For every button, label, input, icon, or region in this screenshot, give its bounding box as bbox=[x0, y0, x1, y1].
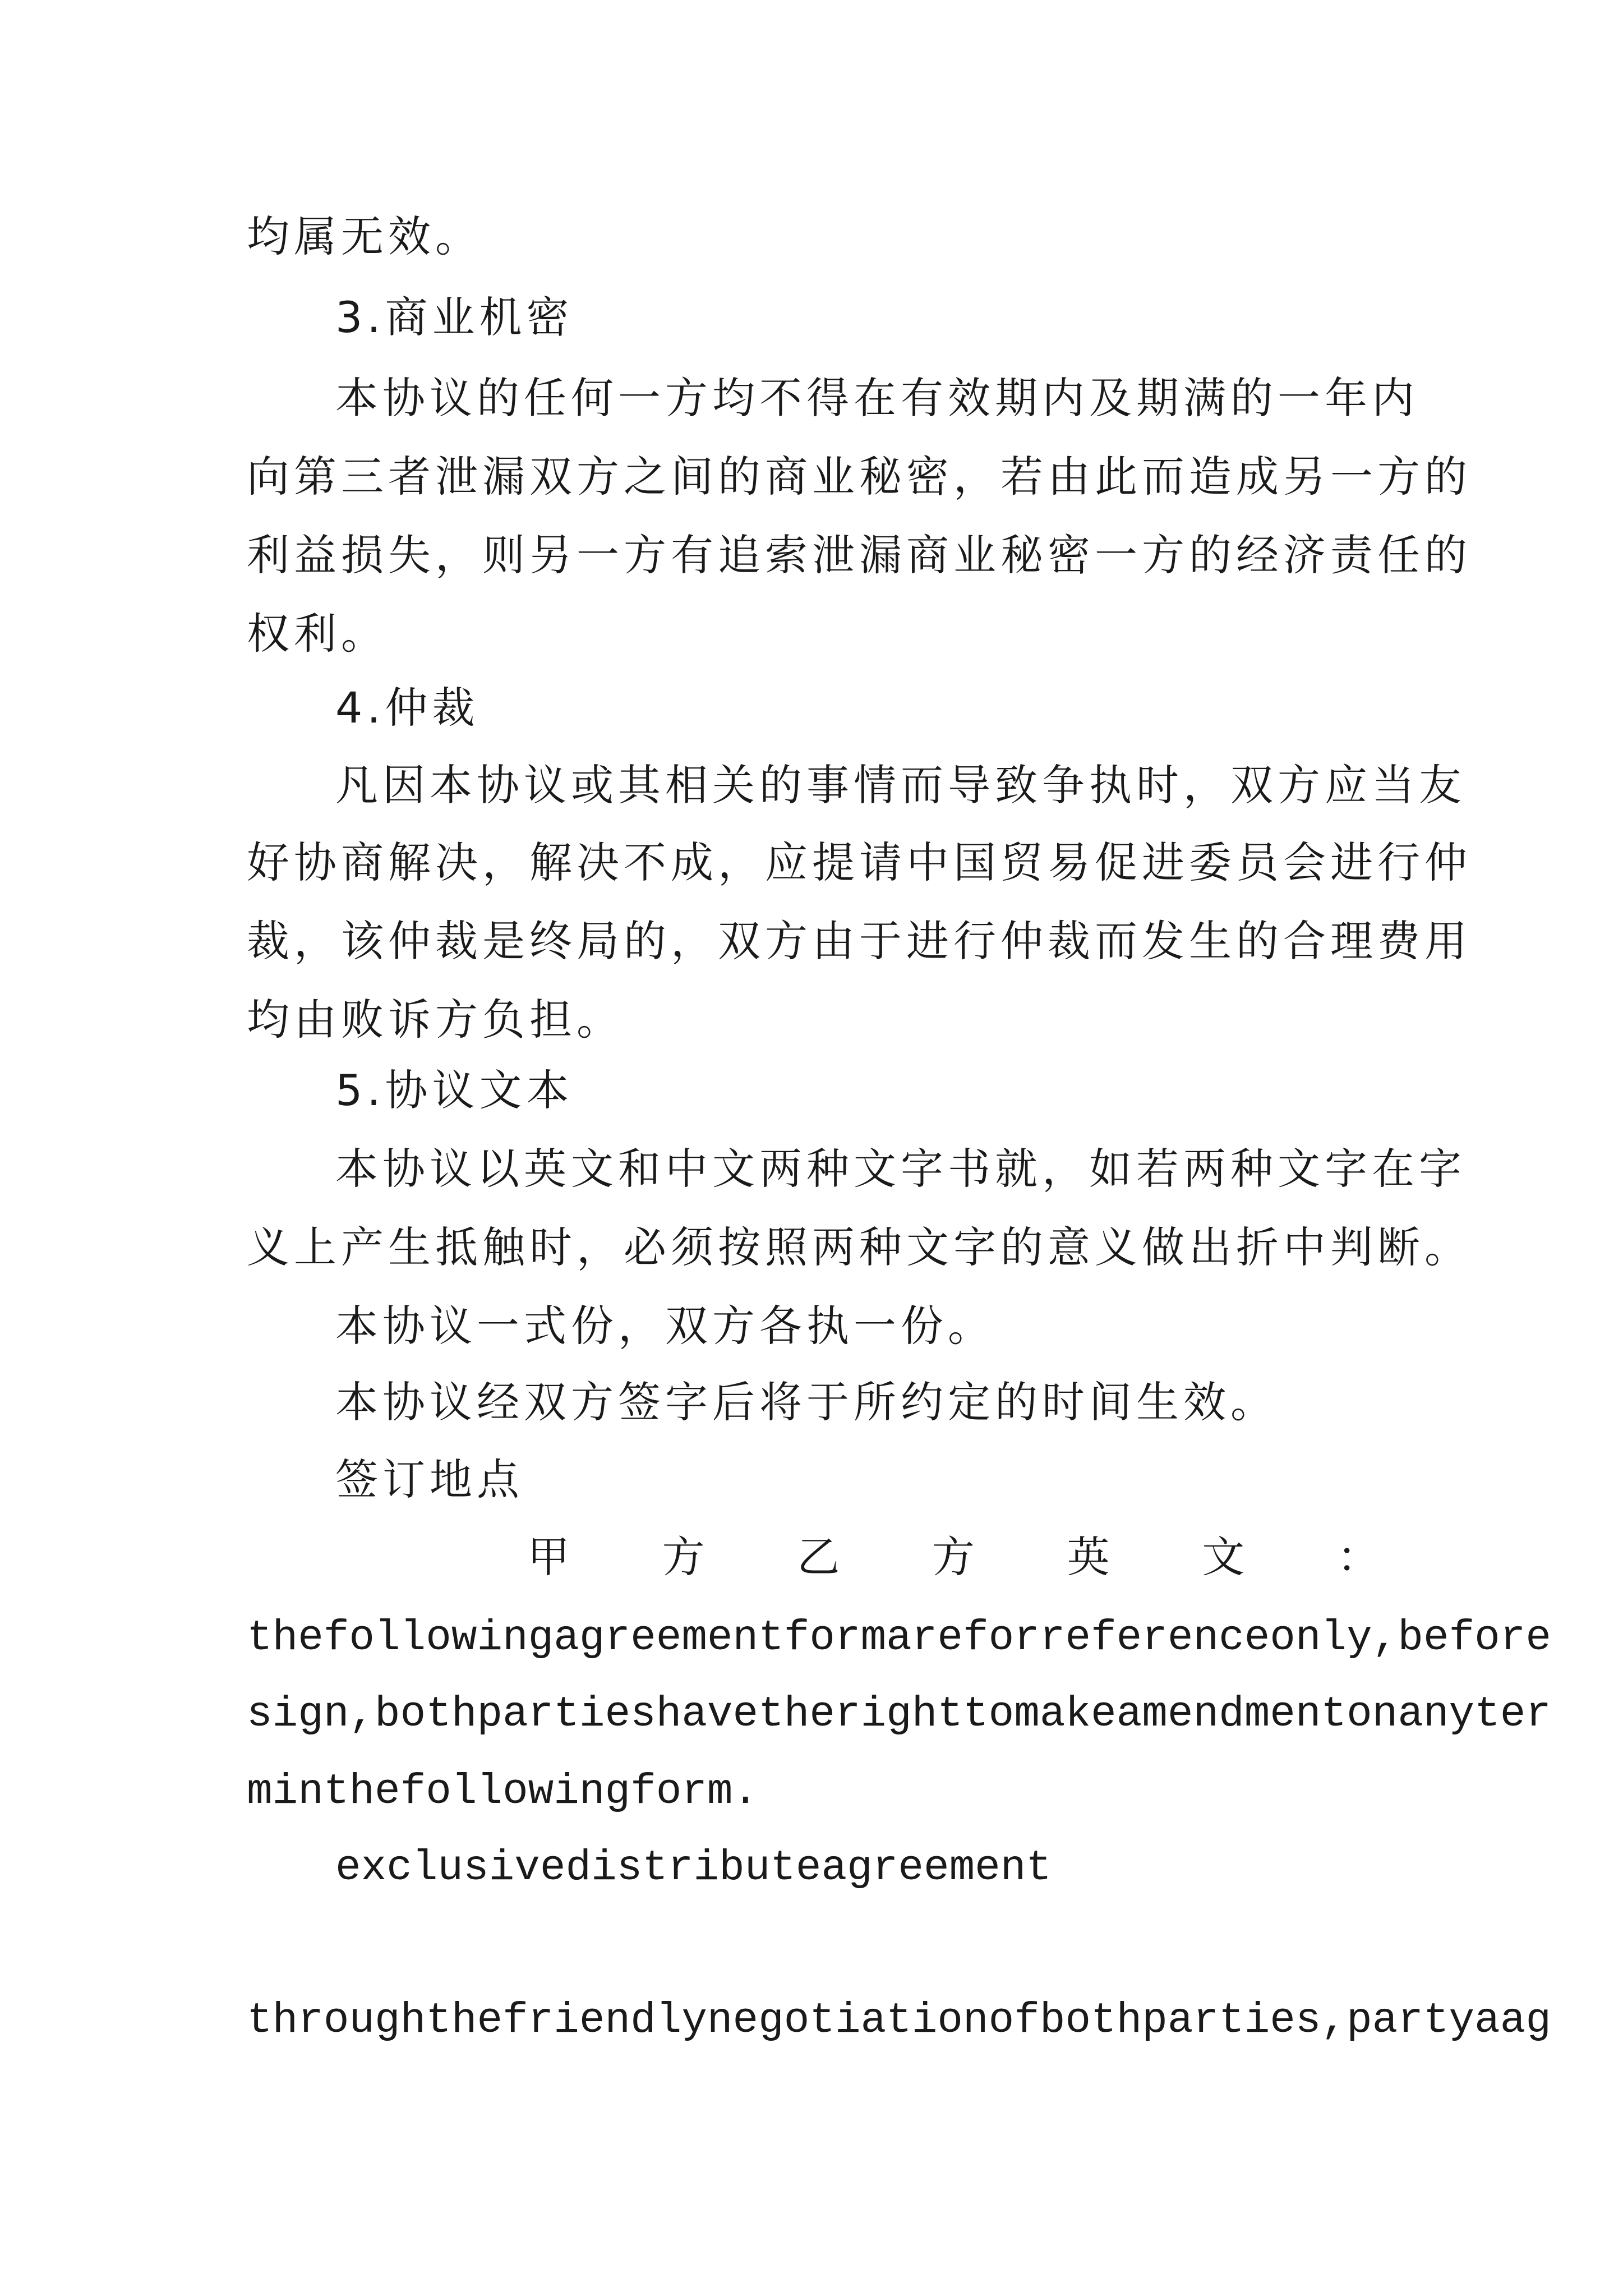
party-heading-char: 甲 bbox=[527, 1532, 570, 1582]
party-heading-char: 英 bbox=[1067, 1532, 1110, 1582]
text-line: 裁，该仲裁是终局的，双方由于进行仲裁而发生的合理费用 bbox=[247, 916, 1472, 966]
text-line: 好协商解决，解决不成，应提请中国贸易促进委员会进行仲 bbox=[247, 838, 1472, 887]
text-line: 权利。 bbox=[247, 609, 388, 659]
text-line: 本协议经双方签字后将于所约定的时间生效。 bbox=[335, 1377, 1278, 1427]
section-heading: 3.商业机密 bbox=[335, 292, 574, 342]
party-heading-line bbox=[527, 1530, 1380, 1584]
text-line: 凡因本协议或其相关的事情而导致争执时，双方应当友 bbox=[335, 760, 1466, 810]
section-heading: 4.仲裁 bbox=[335, 683, 479, 733]
english-title-line: exclusivedistributeagreement bbox=[335, 1844, 1052, 1892]
text-line: 均由败诉方负担。 bbox=[247, 995, 624, 1045]
section-heading: 5.协议文本 bbox=[335, 1065, 574, 1115]
english-text-line: sign,bothpartieshavetherighttomakeamendmentonanyter bbox=[247, 1690, 1551, 1738]
english-text-line: throughthefriendlynegotiationofbothparties,partyaag bbox=[247, 1996, 1551, 2045]
english-text-line: thefollowingagreementformareforreferenceonly,before bbox=[247, 1614, 1551, 1662]
text-line: 义上产生抵触时，必须按照两种文字的意义做出折中判断。 bbox=[247, 1222, 1472, 1272]
text-line: 均属无效。 bbox=[247, 211, 482, 261]
party-heading-char: 文 bbox=[1202, 1532, 1245, 1582]
party-heading-char: 方 bbox=[662, 1532, 705, 1582]
text-line: 本协议一式份，双方各执一份。 bbox=[335, 1301, 995, 1351]
english-text-line: minthefollowingform. bbox=[247, 1768, 759, 1816]
text-line: 向第三者泄漏双方之间的商业秘密，若由此而造成另一方的 bbox=[247, 452, 1472, 501]
party-heading-char: 乙 bbox=[797, 1532, 840, 1582]
party-heading-char: ： bbox=[1336, 1532, 1380, 1582]
text-line: 本协议的任何一方均不得在有效期内及期满的一年内 bbox=[335, 373, 1419, 423]
text-line: 利益损失，则另一方有追索泄漏商业秘密一方的经济责任的 bbox=[247, 530, 1472, 580]
text-line: 本协议以英文和中文两种文字书就，如若两种文字在字 bbox=[335, 1144, 1466, 1194]
party-heading-char: 方 bbox=[932, 1532, 975, 1582]
text-line: 签订地点 bbox=[335, 1455, 524, 1504]
